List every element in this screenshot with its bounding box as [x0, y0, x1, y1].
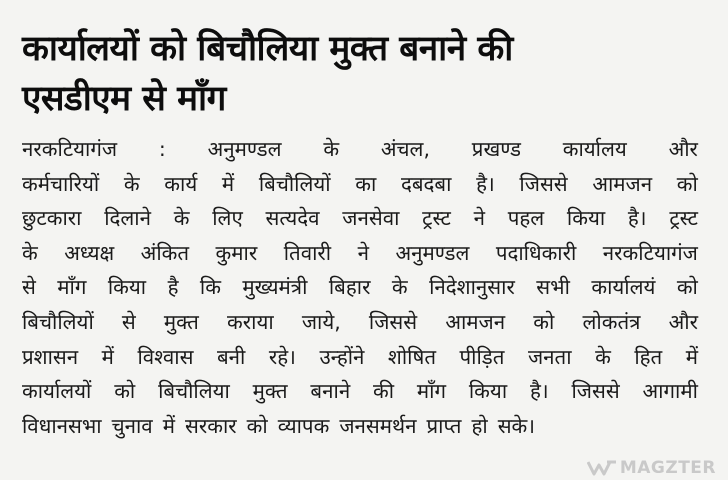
- body-word: कि: [199, 275, 221, 300]
- body-word: के: [323, 137, 340, 161]
- body-word: बिचौलिया: [158, 379, 230, 404]
- body-word: हो: [471, 413, 488, 438]
- body-word: विधानसभा: [22, 413, 102, 438]
- body-word: में: [162, 413, 175, 438]
- body-word: जाये,: [301, 309, 341, 334]
- body-word: कर्मचारियों: [22, 171, 100, 196]
- body-word: बनाने: [310, 379, 351, 404]
- body-word: कार्यालय: [562, 137, 627, 161]
- body-word: और: [668, 309, 698, 334]
- body-word: पदाधिकारी: [495, 240, 577, 265]
- body-word: मुक्त: [163, 309, 199, 334]
- body-word: के: [173, 206, 190, 231]
- body-word: बिचौलियों: [258, 171, 331, 196]
- body-word: में: [685, 344, 698, 369]
- body-word: अनुमण्डल: [207, 137, 282, 161]
- body-word: से: [121, 309, 136, 334]
- headline: [22, 24, 712, 124]
- article-body: [22, 132, 698, 443]
- body-word: शोषित: [387, 344, 436, 369]
- body-word: प्रखण्ड: [471, 137, 521, 161]
- body-word: बनी: [216, 344, 246, 369]
- body-word: आमजन: [592, 171, 653, 196]
- body-line: [22, 132, 698, 167]
- magzter-watermark: [587, 458, 716, 478]
- body-line: [22, 409, 698, 444]
- body-word: कराया: [227, 309, 274, 334]
- body-line: [22, 305, 698, 340]
- body-line: [22, 374, 698, 409]
- body-word: आमजन: [445, 309, 506, 334]
- body-word: अंकित: [140, 240, 190, 265]
- body-word: को: [246, 413, 268, 438]
- body-word: कार्य: [164, 171, 198, 196]
- body-word: है।: [529, 379, 549, 404]
- body-word: जनसेवा: [342, 206, 400, 231]
- body-word: है।: [627, 206, 647, 231]
- body-word: में: [221, 171, 235, 196]
- body-word: के: [391, 275, 408, 300]
- watermark-text: MAGZTER: [619, 458, 716, 478]
- body-word: और: [668, 137, 698, 161]
- body-word: जिससे: [519, 171, 568, 196]
- body-word: की: [373, 379, 395, 404]
- body-word: बिहार: [328, 275, 371, 300]
- body-word: माँग: [416, 379, 447, 404]
- body-word: अध्यक्ष: [64, 240, 115, 265]
- body-word: जिससे: [571, 379, 620, 404]
- body-word: जनसमर्थन: [339, 413, 417, 438]
- body-word: जिससे: [368, 309, 418, 334]
- body-word: सरकार: [184, 413, 237, 438]
- body-word: ने: [473, 206, 485, 231]
- body-word: है।: [476, 171, 495, 196]
- body-line: [22, 167, 698, 202]
- body-word: पीड़ित: [459, 344, 505, 369]
- body-word: उन्होंने: [319, 344, 365, 369]
- body-word: किया: [107, 275, 147, 300]
- body-word: पहल: [507, 206, 545, 231]
- body-word: कुमार: [215, 240, 258, 265]
- body-word: तिवारी: [283, 240, 332, 265]
- body-word: दिलाने: [104, 206, 151, 231]
- body-word: व्यापक: [277, 413, 330, 438]
- body-word: से: [22, 275, 36, 300]
- body-line: [22, 236, 698, 271]
- body-word: जनता: [527, 344, 572, 369]
- body-word: के: [22, 240, 38, 265]
- body-word: रहे।: [268, 344, 296, 369]
- body-word: विश्वास: [137, 344, 194, 369]
- body-word: नरकटियागंज: [602, 240, 698, 265]
- body-word: :: [158, 137, 166, 161]
- body-word: नरकटियागंज: [22, 137, 118, 161]
- body-line: [22, 201, 698, 236]
- body-word: को: [114, 379, 136, 404]
- headline-line: एसडीएम से माँग: [22, 79, 226, 119]
- body-word: बिचौलियों: [22, 309, 94, 334]
- body-word: ने: [357, 240, 369, 265]
- body-word: को: [676, 171, 698, 196]
- body-word: हित: [634, 344, 663, 369]
- body-word: आगामी: [642, 379, 698, 404]
- body-word: दबदबा: [400, 171, 452, 196]
- body-word: अनुमण्डल: [395, 240, 470, 265]
- body-word: के: [595, 344, 611, 369]
- headline-line: कार्यालयों को बिचौलिया मुक्त बनाने की: [22, 29, 513, 69]
- body-word: मुख्यमंत्री: [242, 275, 308, 300]
- body-word: ट्रस्ट: [422, 206, 451, 231]
- body-word: माँग: [57, 275, 87, 300]
- body-word: सके।: [497, 413, 536, 438]
- body-word: कार्यालयं: [591, 275, 656, 300]
- body-word: को: [533, 309, 555, 334]
- body-word: में: [101, 344, 114, 369]
- body-word: लोकतंत्र: [582, 309, 641, 334]
- body-word: सभी: [536, 275, 570, 300]
- body-line: [22, 340, 698, 375]
- body-word: अंचल,: [380, 137, 430, 161]
- body-word: है: [167, 275, 179, 300]
- body-line: [22, 270, 698, 305]
- body-word: प्राप्त: [426, 413, 462, 438]
- body-word: चुनाव: [111, 413, 153, 438]
- body-word: मुक्त: [252, 379, 288, 404]
- magzter-logo-icon: [587, 460, 617, 476]
- body-word: लिए: [212, 206, 243, 231]
- body-word: किया: [468, 379, 508, 404]
- body-word: सत्यदेव: [265, 206, 320, 231]
- body-word: का: [355, 171, 377, 196]
- body-word: छुटकारा: [22, 206, 82, 231]
- body-word: निदेशानुसार: [429, 275, 515, 300]
- body-word: कार्यालयों: [22, 379, 92, 404]
- body-word: को: [676, 275, 698, 300]
- body-word: किया: [566, 206, 606, 231]
- body-word: ट्रस्ट: [669, 206, 698, 231]
- body-word: प्रशासन: [22, 344, 79, 369]
- body-word: के: [123, 171, 140, 196]
